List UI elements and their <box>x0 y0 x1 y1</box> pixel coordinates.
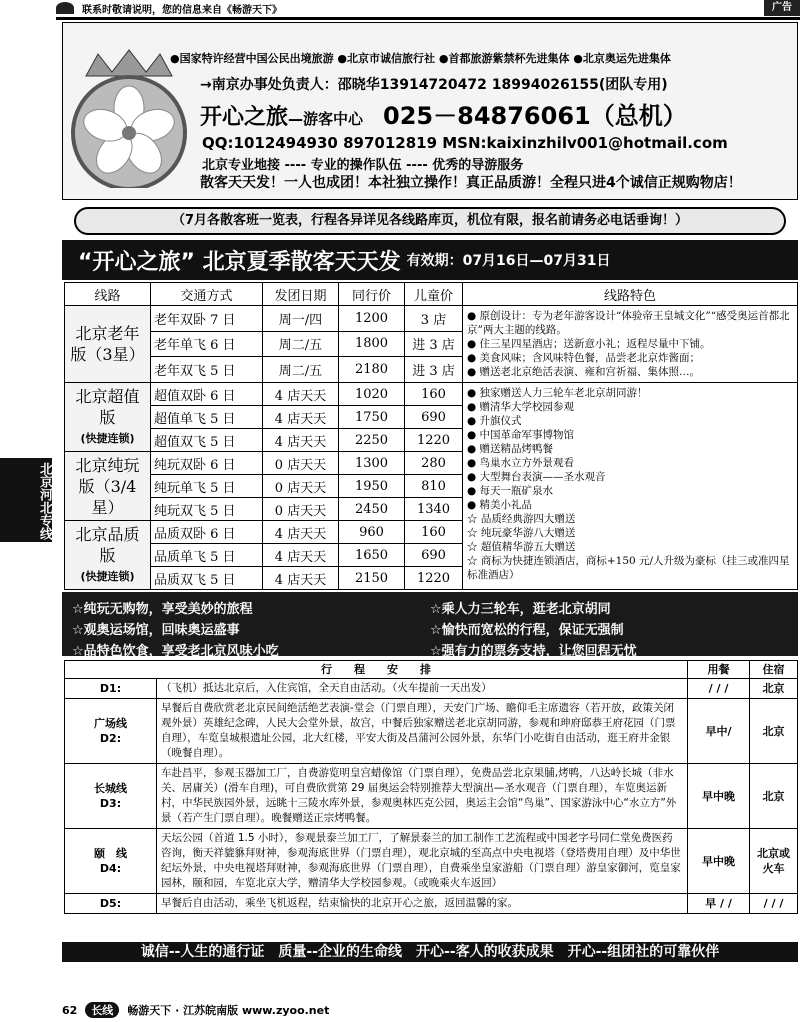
day-plan: 早餐后自费欣赏老北京民间绝活绝艺表演-堂会（门票自理），天安门广场、瞻仰毛主席遗容（若开放，政策关闭观外景）英雄纪念碑，人民大会堂外景，故宫，中餐后独家赠送老北京胡同游，参观和珅府邸恭王府花园（门票自理），车览皇城根遗址公园，北大红楼，平安大街及昌蒲河公园外景，东华门小吃街自由活动，逛王府井金银（晚餐自理）。 <box>157 699 688 764</box>
table-row: 北京品质版 (快捷连锁) 品质双卧 6 日 4 店天天 960 160 <box>65 521 798 544</box>
day-label: 颐 线 D4: <box>65 829 157 894</box>
itinerary-header: 行 程 安 排 <box>65 661 688 679</box>
group-name: 北京超值版 (快捷连锁) <box>65 383 151 452</box>
col-header: 交通方式 <box>151 283 263 306</box>
day-label: 长城线 D3: <box>65 764 157 829</box>
stay-cell: 北京 <box>750 699 798 764</box>
day-label: D5: <box>65 894 157 914</box>
meal-cell: 早 / / <box>688 894 750 914</box>
perk-item: ☆品特色饮食，享受老北京风味小吃 <box>72 644 279 659</box>
itinerary-header-row <box>65 661 798 679</box>
magazine-logo-icon <box>56 2 74 14</box>
contact-line: →南京办事处负责人：邵晓华13914720472 18994026155(团队专用) <box>200 77 668 93</box>
day-plan: 天坛公园（首道 1.5 小时），参观景泰兰加工厂，了解景泰兰的加工制作工艺流程或中国老字号同仁堂免费医药咨询，衡天祥貔貅拜财神，参观海底世界（门票自理），观北京城的至高点中央电视塔（登塔费用自理）及中华世纪坛外景，中央电视塔拜财神，参观海底世界（门票自理），自费乘坐皇家游船（门票自理）游皇家御河，览皇家园林，颐和园，车览北京大学，赠清华大学校园参观。（或晚乘火车返回） <box>157 829 688 894</box>
features-b: ● 独家赠送人力三轮车老北京胡同游！ ● 赠清华大学校园参观 ● 升旗仪式 ● 中国革命军事博物馆 ● 赠送精品烤鸭餐 ● 鸟巢水立方外景观看 ● 大型舞台表演——圣水观音 ● 每天一瓶矿泉水 ● 精美小礼品 ☆ 品质经典游四大赠送 ☆ 纯玩豪华游八大赠送 ☆ 超值精华游五大赠送 ☆ 商标为快捷连锁酒店，商标+150 元/人升级为豪标（挂三或准四星标准酒店） <box>463 383 798 590</box>
main-phone: 025－84876061（总机） <box>383 102 687 130</box>
col-header: 线路 <box>65 283 151 306</box>
table-row: 品质双飞 5 日 4 店天天 2150 1220 <box>65 567 798 590</box>
day-plan: 车赴昌平，参观玉器加工厂，自费游览明皇宫蜡像馆（门票自理），免费品尝北京果脯,烤鸭，八达岭长城（非水关、居庸关）(滑车自理)，可自费欣赏第 29 届奥运会特别推荐大型演出—圣水观音（门票自理），车览奥运新村，中华民族园外景，远眺十三陵水库外景，参观奥林匹克公园，奥运主会馆“鸟巢”、国家游泳中心“水立方”外景（若产生门票自理）。晚餐赠送正宗烤鸭餐。 <box>157 764 688 829</box>
group-name: 北京老年版（3星） <box>65 306 151 383</box>
group-name: 北京品质版 (快捷连锁) <box>65 521 151 590</box>
product-header-row <box>65 283 798 306</box>
product-table <box>64 282 798 590</box>
group-name: 北京纯玩版（3/4星） <box>65 452 151 521</box>
side-tab-label: 北京河北专线 <box>37 462 52 540</box>
qq-msn-line: QQ:1012494930 897012819 MSN:kaixinzhilv001@hotmail.com <box>202 134 728 152</box>
section-label: 长线 <box>85 1002 119 1018</box>
col-header: 同行价 <box>339 283 405 306</box>
day-label: D1: <box>65 679 157 699</box>
meal-cell: 早中/ <box>688 699 750 764</box>
brand-sub: —游客中心 <box>288 110 364 128</box>
meal-cell: / / / <box>688 679 750 699</box>
banner-validity: 有效期：07月16日—07月31日 <box>406 253 611 269</box>
stay-cell: 北京或火车 <box>750 829 798 894</box>
stay-cell: / / / <box>750 894 798 914</box>
notice-pill: （7月各散客班一览表，行程各异详见各线路库页，机位有限，报名前请务必电话垂询！） <box>74 207 786 235</box>
col-header: 发团日期 <box>263 283 339 306</box>
itinerary-row <box>65 699 798 764</box>
source-note: 联系时敬请说明，您的信息来自《畅游天下》 <box>82 4 282 16</box>
col-header: 儿童价 <box>405 283 463 306</box>
perk-item: ☆纯玩无购物，享受美妙的旅程 <box>72 602 253 617</box>
table-row <box>65 306 798 332</box>
stay-cell: 北京 <box>750 764 798 829</box>
divider <box>56 17 800 20</box>
crown-flower-logo-icon <box>64 48 194 188</box>
transport-cell: 老年双卧 7 日 <box>151 306 263 332</box>
footer <box>62 1002 329 1018</box>
motto-bar: 诚信--人生的通行证 质量--企业的生命线 开心--客人的收获成果 开心--组团社的可靠伙伴 <box>62 942 798 962</box>
child-price-cell: 3 店 <box>405 306 463 332</box>
table-row: 品质单飞 5 日 4 店天天 1650 690 <box>65 544 798 567</box>
perk-item: ☆强有力的票务支持，让您回程无忧 <box>430 644 637 659</box>
itinerary-row <box>65 764 798 829</box>
title-banner <box>62 240 798 280</box>
itinerary-table <box>64 660 798 914</box>
stay-cell: 北京 <box>750 679 798 699</box>
table-row: 北京超值版 (快捷连锁) 超值双卧 6 日 4 店天天 1020 160 ● 独家赠送人力三轮车老北京胡同游！ ● 赠清华大学校园参观 ● 升旗仪式 ● 中国革命军事博物馆 ● 赠送精品烤鸭餐 ● 鸟巢水立方外景观看 ● 大型舞台表演——圣水观音 ● 每天一瓶矿泉水 ● 精美小礼品 ☆ 品质经典游四大赠送 ☆ 纯玩豪华游八大赠送 ☆ 超值精华游五大赠送 ☆ 商标为快捷连锁酒店，商标+150 元/人升级为豪标（挂三或准四星标准酒店） <box>65 383 798 406</box>
table-row: 北京纯玩版（3/4星） 纯玩双卧 6 日 0 店天天 1300 280 <box>65 452 798 475</box>
honors-line: ●国家特许经营中国公民出境旅游 ●北京市诚信旅行社 ●首都旅游紫禁杯先进集体 ●北京奥运先进集体 <box>170 52 671 65</box>
perk-item: ☆观奥运场馆，回味奥运盛事 <box>72 623 240 638</box>
col-header: 线路特色 <box>463 283 798 306</box>
features-a: ● 原创设计：专为老年游客设计“体验帝王皇城文化”“感受奥运首都北京”两大主题的线路。 ● 住三星四星酒店；送新意小礼；返程尽量中下铺。 ● 美食风味；含风味特色餐，品尝老北京炸酱面； ● 赠送老北京绝活表演、雍和宫祈福、集体照…。 <box>463 306 798 383</box>
date-cell: 周一/四 <box>263 306 339 332</box>
table-row: 超值双飞 5 日 4 店天天 2250 1220 <box>65 429 798 452</box>
day-plan: 早餐后自由活动，乘坐飞机返程，结束愉快的北京开心之旅，返回温馨的家。 <box>157 894 688 914</box>
itinerary-row <box>65 679 798 699</box>
meal-cell: 早中晚 <box>688 829 750 894</box>
table-row: 纯玩双飞 5 日 0 店天天 2450 1340 <box>65 498 798 521</box>
day-plan: （飞机）抵达北京后，入住宾馆，全天自由活动。（火车提前一天出发） <box>157 679 688 699</box>
perks-panel <box>62 592 798 659</box>
side-tab <box>0 458 52 542</box>
brand-name: 开心之旅 <box>200 105 289 130</box>
brand-line <box>200 96 687 131</box>
itinerary-row <box>65 829 798 894</box>
table-row: 纯玩单飞 5 日 0 店天天 1950 810 <box>65 475 798 498</box>
slogan-line-2: 散客天天发！一人也成团！本社独立操作！真正品质游！全程只进4个诚信正规购物店！ <box>200 175 742 191</box>
meal-cell: 早中晚 <box>688 764 750 829</box>
table-row: 超值单飞 5 日 4 店天天 1750 690 <box>65 406 798 429</box>
perk-item: ☆乘人力三轮车，逛老北京胡同 <box>430 602 611 617</box>
table-row: 老年单飞 6 日 周二/五 1800 进 3 店 <box>65 331 798 357</box>
top-bar <box>56 0 800 16</box>
ad-label: 广告 <box>764 0 800 16</box>
slogan-line-1: 北京专业地接 ---- 专业的操作队伍 ---- 优秀的导游服务 <box>202 158 524 173</box>
banner-title: “开心之旅” 北京夏季散客天天发 <box>78 249 401 275</box>
footer-text: 畅游天下 · 江苏皖南版 www.zyoo.net <box>127 1004 330 1017</box>
itinerary-row <box>65 894 798 914</box>
table-row: 老年双飞 5 日 周二/五 2180 进 3 店 <box>65 357 798 383</box>
perk-item: ☆愉快而宽松的行程，保证无强制 <box>430 623 624 638</box>
price-cell: 1200 <box>339 306 405 332</box>
meal-header: 用餐 <box>688 661 750 679</box>
page-number: 62 <box>62 1003 78 1017</box>
stay-header: 住宿 <box>750 661 798 679</box>
day-label: 广场线 D2: <box>65 699 157 764</box>
